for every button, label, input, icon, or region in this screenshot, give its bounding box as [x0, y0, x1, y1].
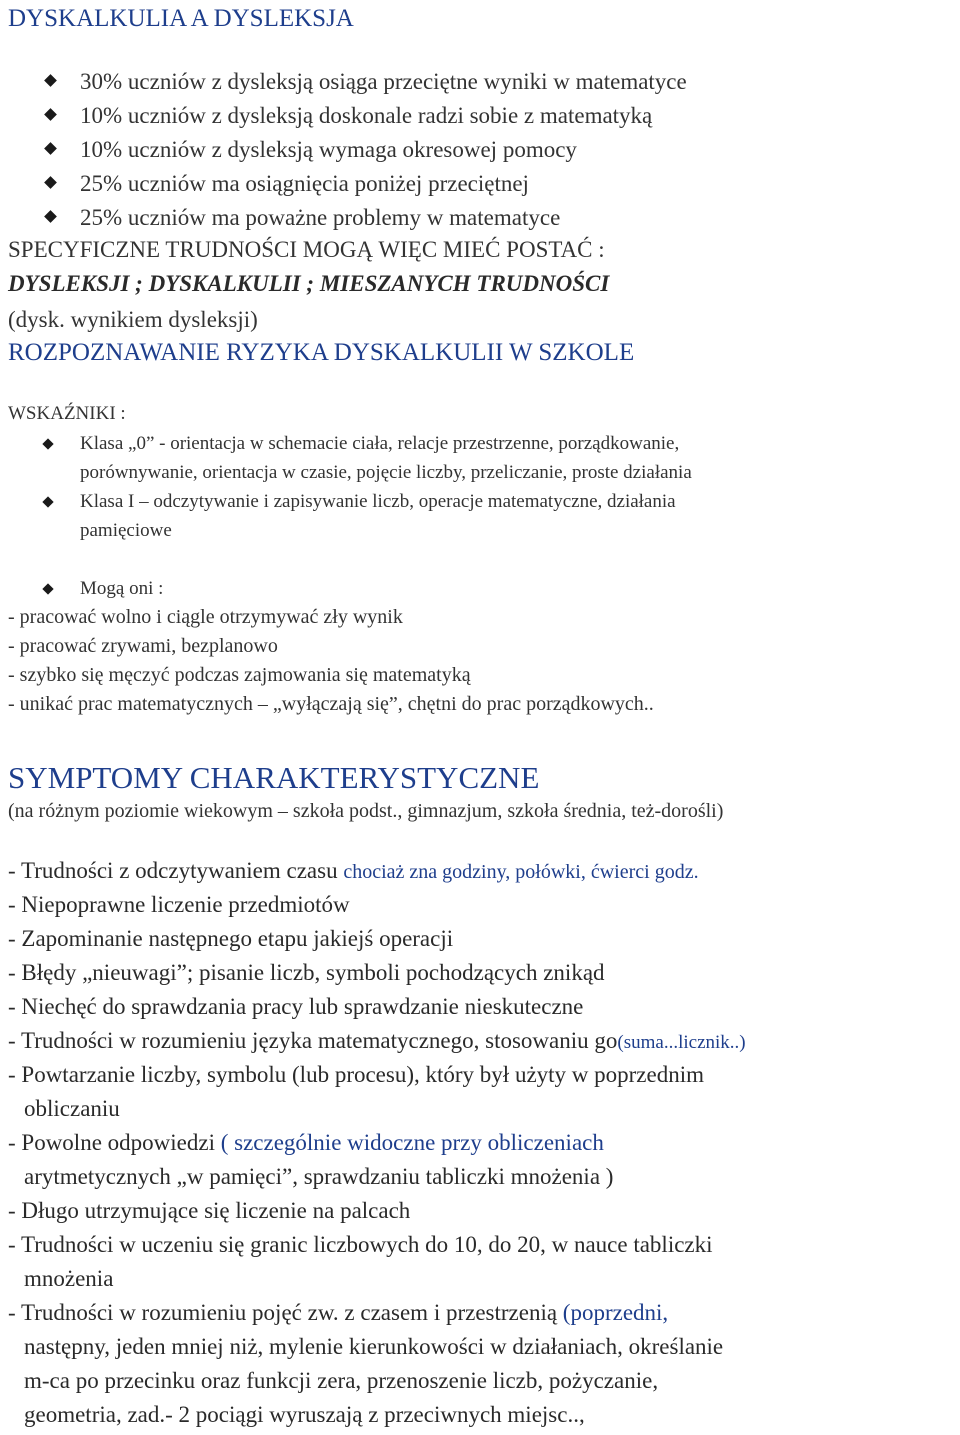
symptom-note: chociaż zna godziny, połówki, ćwierci godz.	[343, 861, 699, 883]
behaviour-item: - unikać prac matematycznych – „wyłączają się”, chętni do prac porządkowych..	[8, 693, 654, 715]
symptom-line: - Niechęć do sprawdzania pracy lub sprawdzanie nieskuteczne	[8, 994, 584, 1019]
symptom-line-continued: m-ca po przecinku oraz funkcji zera, przenoszenie liczb, pożyczanie,	[24, 1368, 659, 1393]
specific-types: DYSLEKSJI ; DYSKALKULII ; MIESZANYCH TRUDNOŚCI	[8, 271, 610, 296]
symptom-note: (suma...licznik..)	[617, 1032, 746, 1053]
symptom-text: - Trudności w rozumieniu pojęć zw. z czasem i przestrzenią	[8, 1300, 563, 1325]
symptom-line	[8, 859, 699, 882]
symptom-line-continued: następny, jeden mniej niż, mylenie kierunkowości w działaniach, określanie	[24, 1334, 724, 1359]
class-1-line-2: pamięciowe	[80, 520, 172, 541]
bullet-icon	[44, 210, 57, 223]
symptom-line	[8, 1029, 746, 1052]
bullet-icon	[44, 142, 57, 155]
symptom-note: (poprzedni,	[562, 1300, 669, 1325]
symptom-text: - Trudności w rozumieniu języka matematycznego, stosowaniu go	[8, 1028, 618, 1053]
behaviour-item: - pracować zrywami, bezplanowo	[8, 635, 278, 657]
symptoms-heading: SYMPTOMY CHARAKTERYSTYCZNE	[8, 760, 540, 795]
bullet-icon	[42, 438, 53, 449]
symptom-line	[8, 1131, 604, 1154]
symptom-line: - Zapominanie następnego etapu jakiejś operacji	[8, 926, 454, 951]
class-0-line-1: Klasa „0” - orientacja w schemacie ciała, relacje przestrzenne, porządkowanie,	[80, 433, 680, 454]
bullet-icon	[44, 108, 57, 121]
symptom-text: - Powolne odpowiedzi	[8, 1130, 221, 1155]
indicators-label: WSKAŹNIKI :	[8, 403, 126, 424]
symptom-line: - Powtarzanie liczby, symbolu (lub procesu), który był użyty w poprzednim	[8, 1062, 705, 1087]
page-title: DYSKALKULIA A DYSLEKSJA	[8, 5, 354, 32]
symptom-line: - Niepoprawne liczenie przedmiotów	[8, 892, 350, 917]
list-item: 25% uczniów ma poważne problemy w matematyce	[80, 205, 561, 230]
bullet-icon	[42, 496, 53, 507]
list-item: 30% uczniów z dysleksją osiąga przeciętne wyniki w matematyce	[80, 69, 687, 94]
recognition-heading: ROZPOZNAWANIE RYZYKA DYSKALKULII W SZKOLE	[8, 339, 635, 366]
list-item: 10% uczniów z dysleksją wymaga okresowej pomocy	[80, 137, 577, 162]
class-0-line-2: porównywanie, orientacja w czasie, pojęcie liczby, przeliczanie, proste działania	[80, 462, 692, 483]
symptom-text: - Trudności z odczytywaniem czasu	[8, 858, 344, 883]
symptom-line-continued: geometria, zad.- 2 pociągi wyruszają z przeciwnych miejsc..,	[24, 1402, 585, 1427]
symptom-line-continued: mnożenia	[24, 1266, 114, 1291]
symptom-line	[8, 1301, 668, 1324]
list-item: 25% uczniów ma osiągnięcia poniżej przeciętnej	[80, 171, 529, 196]
symptom-line-continued: obliczaniu	[24, 1096, 120, 1121]
bullet-icon	[44, 74, 57, 87]
bullet-icon	[42, 583, 53, 594]
symptom-line: - Długo utrzymujące się liczenie na palcach	[8, 1198, 411, 1223]
they-can-label: Mogą oni :	[80, 578, 164, 599]
behaviour-item: - szybko się męczyć podczas zajmowania się matematyką	[8, 664, 471, 686]
list-item: 10% uczniów z dysleksją doskonale radzi sobie z matematyką	[80, 103, 653, 128]
behaviour-item: - pracować wolno i ciągle otrzymywać zły wynik	[8, 606, 403, 628]
symptom-note: ( szczególnie widoczne przy obliczeniach	[220, 1130, 604, 1155]
specific-note: (dysk. wynikiem dysleksji)	[8, 307, 258, 332]
bullet-icon	[44, 176, 57, 189]
symptoms-subtitle: (na różnym poziomie wiekowym – szkoła podst., gimnazjum, szkoła średnia, też-dorośli)	[8, 800, 724, 822]
symptom-line: - Błędy „nieuwagi”; pisanie liczb, symboli pochodzących znikąd	[8, 960, 605, 985]
class-1-line-1: Klasa I – odczytywanie i zapisywanie liczb, operacje matematyczne, działania	[80, 491, 676, 512]
specific-heading: SPECYFICZNE TRUDNOŚCI MOGĄ WIĘC MIEĆ POSTAĆ :	[8, 237, 605, 262]
symptom-line: - Trudności w uczeniu się granic liczbowych do 10, do 20, w nauce tabliczki	[8, 1232, 713, 1257]
symptom-line-continued: arytmetycznych „w pamięci”, sprawdzaniu tabliczki mnożenia )	[24, 1164, 614, 1189]
